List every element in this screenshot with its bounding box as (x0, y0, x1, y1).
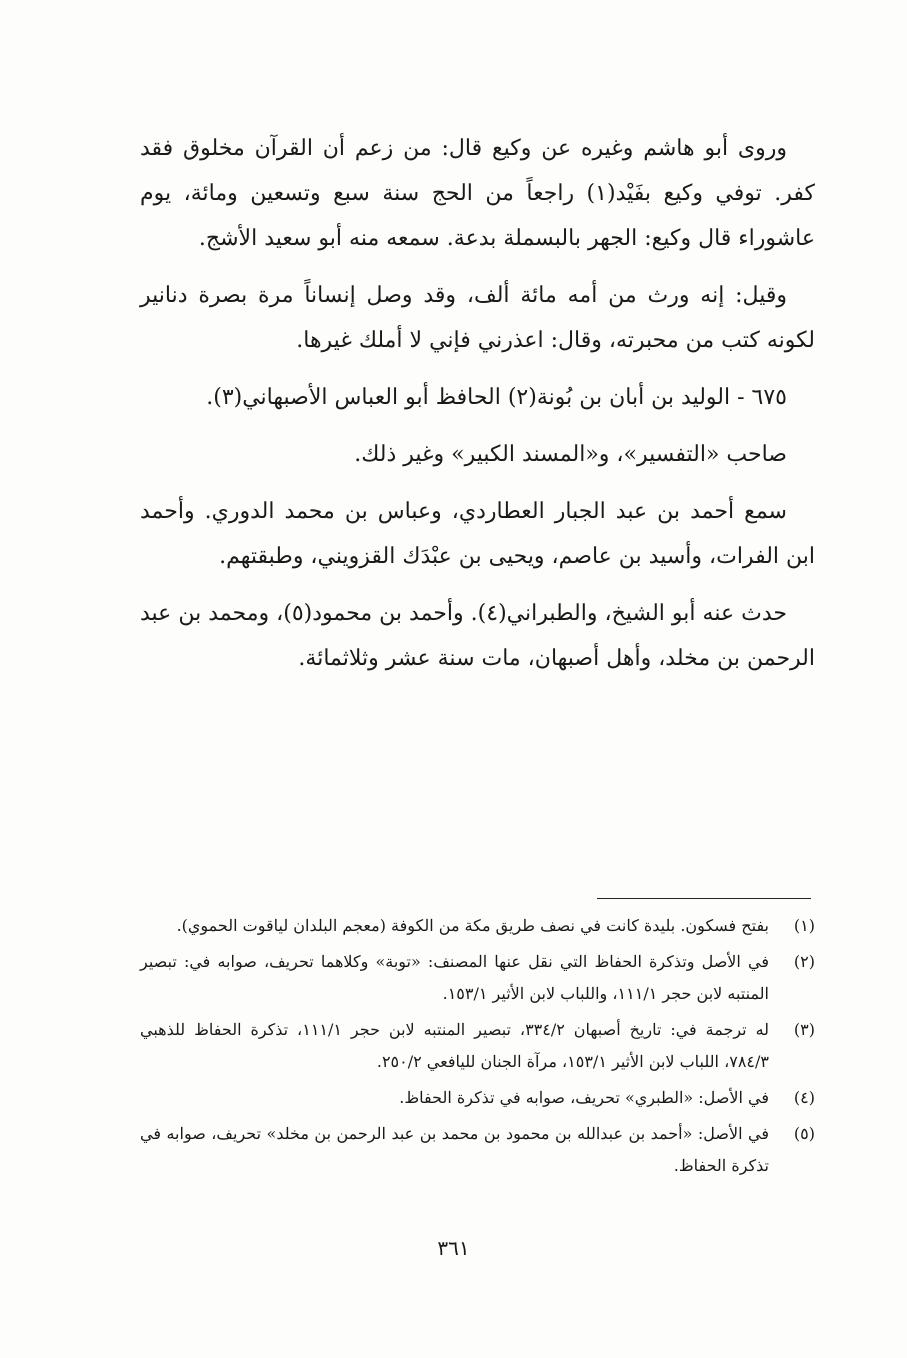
paragraph-teachers: سمع أحمد بن عبد الجبار العطاردي، وعباس بن محمد الدوري. وأحمد ابن الفرات، وأسيد بن عاصم، ويحيى بن عبْدَك القزويني، وطبقتهم. (140, 499, 815, 569)
footnote-number: (١) (793, 916, 815, 935)
footnote (140, 1082, 815, 1114)
footnote-text: في الأصل: «أحمد بن عبدالله بن محمود بن محمد بن عبد الرحمن بن مخلد» تحريف، صوابه في تذكرة الحفاظ. (140, 1124, 769, 1175)
footnote-text: بفتح فسكون. بليدة كانت في نصف طريق مكة من الكوفة (معجم البلدان لياقوت الحموي). (176, 916, 769, 935)
paragraph-works: صاحب «التفسير»، و«المسند الكبير» وغير ذلك. (354, 442, 787, 467)
footnotes (140, 910, 815, 1186)
footnote (140, 1118, 815, 1182)
footnote (140, 1014, 815, 1078)
page-number: ٣٦١ (437, 1236, 470, 1260)
footnote (140, 946, 815, 1010)
footnote-divider (597, 898, 811, 899)
footnote-number: (٥) (793, 1124, 815, 1143)
entry-heading-675: ٦٧٥ - الوليد بن أبان بن بُونة(٢) الحافظ أبو العباس الأصبهاني(٣). (206, 385, 787, 410)
paragraph-students: حدث عنه أبو الشيخ، والطبراني(٤). وأحمد بن محمود(٥)، ومحمد بن عبد الرحمن بن مخلد، وأهل أصبهان، مات سنة عشر وثلاثمائة. (140, 601, 815, 671)
footnote-number: (٣) (793, 1020, 815, 1039)
footnote-text: في الأصل وتذكرة الحفاظ التي نقل عنها المصنف: «توبة» وكلاهما تحريف، صوابه في: تبصير المنتبه لابن حجر ١١١/١، واللباب لابن الأثير ١٥٣/١. (140, 952, 770, 1003)
footnote (140, 910, 815, 942)
footnote-text: في الأصل: «الطبري» تحريف، صوابه في تذكرة الحفاظ. (399, 1088, 769, 1107)
paragraph-waki-quran: وروى أبو هاشم وغيره عن وكيع قال: من زعم أن القرآن مخلوق فقد كفر. توفي وكيع بفَيْد(١) راجعاً من الحج سنة سبع وتسعين ومائة، يوم عاشوراء قال وكيع: الجهر بالبسملة بدعة. سمعه منه أبو سعيد الأشج. (140, 136, 815, 251)
main-text (140, 126, 815, 693)
footnote-number: (٤) (793, 1088, 815, 1107)
footnote-text: له ترجمة في: تاريخ أصبهان ٣٣٤/٢، تبصير المنتبه لابن حجر ١١١/١، تذكرة الحفاظ للذهبي ٧٨٤/٣، اللباب لابن الأثير ١٥٣/١، مرآة الجنان لليافعي ٢٥٠/٢. (140, 1020, 770, 1071)
paragraph-waki-inheritance: وقيل: إنه ورث من أمه مائة ألف، وقد وصل إنساناً مرة بصرة دنانير لكونه كتب من محبرته، وقال: اعذرني فإني لا أملك غيرها. (140, 283, 815, 353)
footnote-number: (٢) (793, 952, 815, 971)
